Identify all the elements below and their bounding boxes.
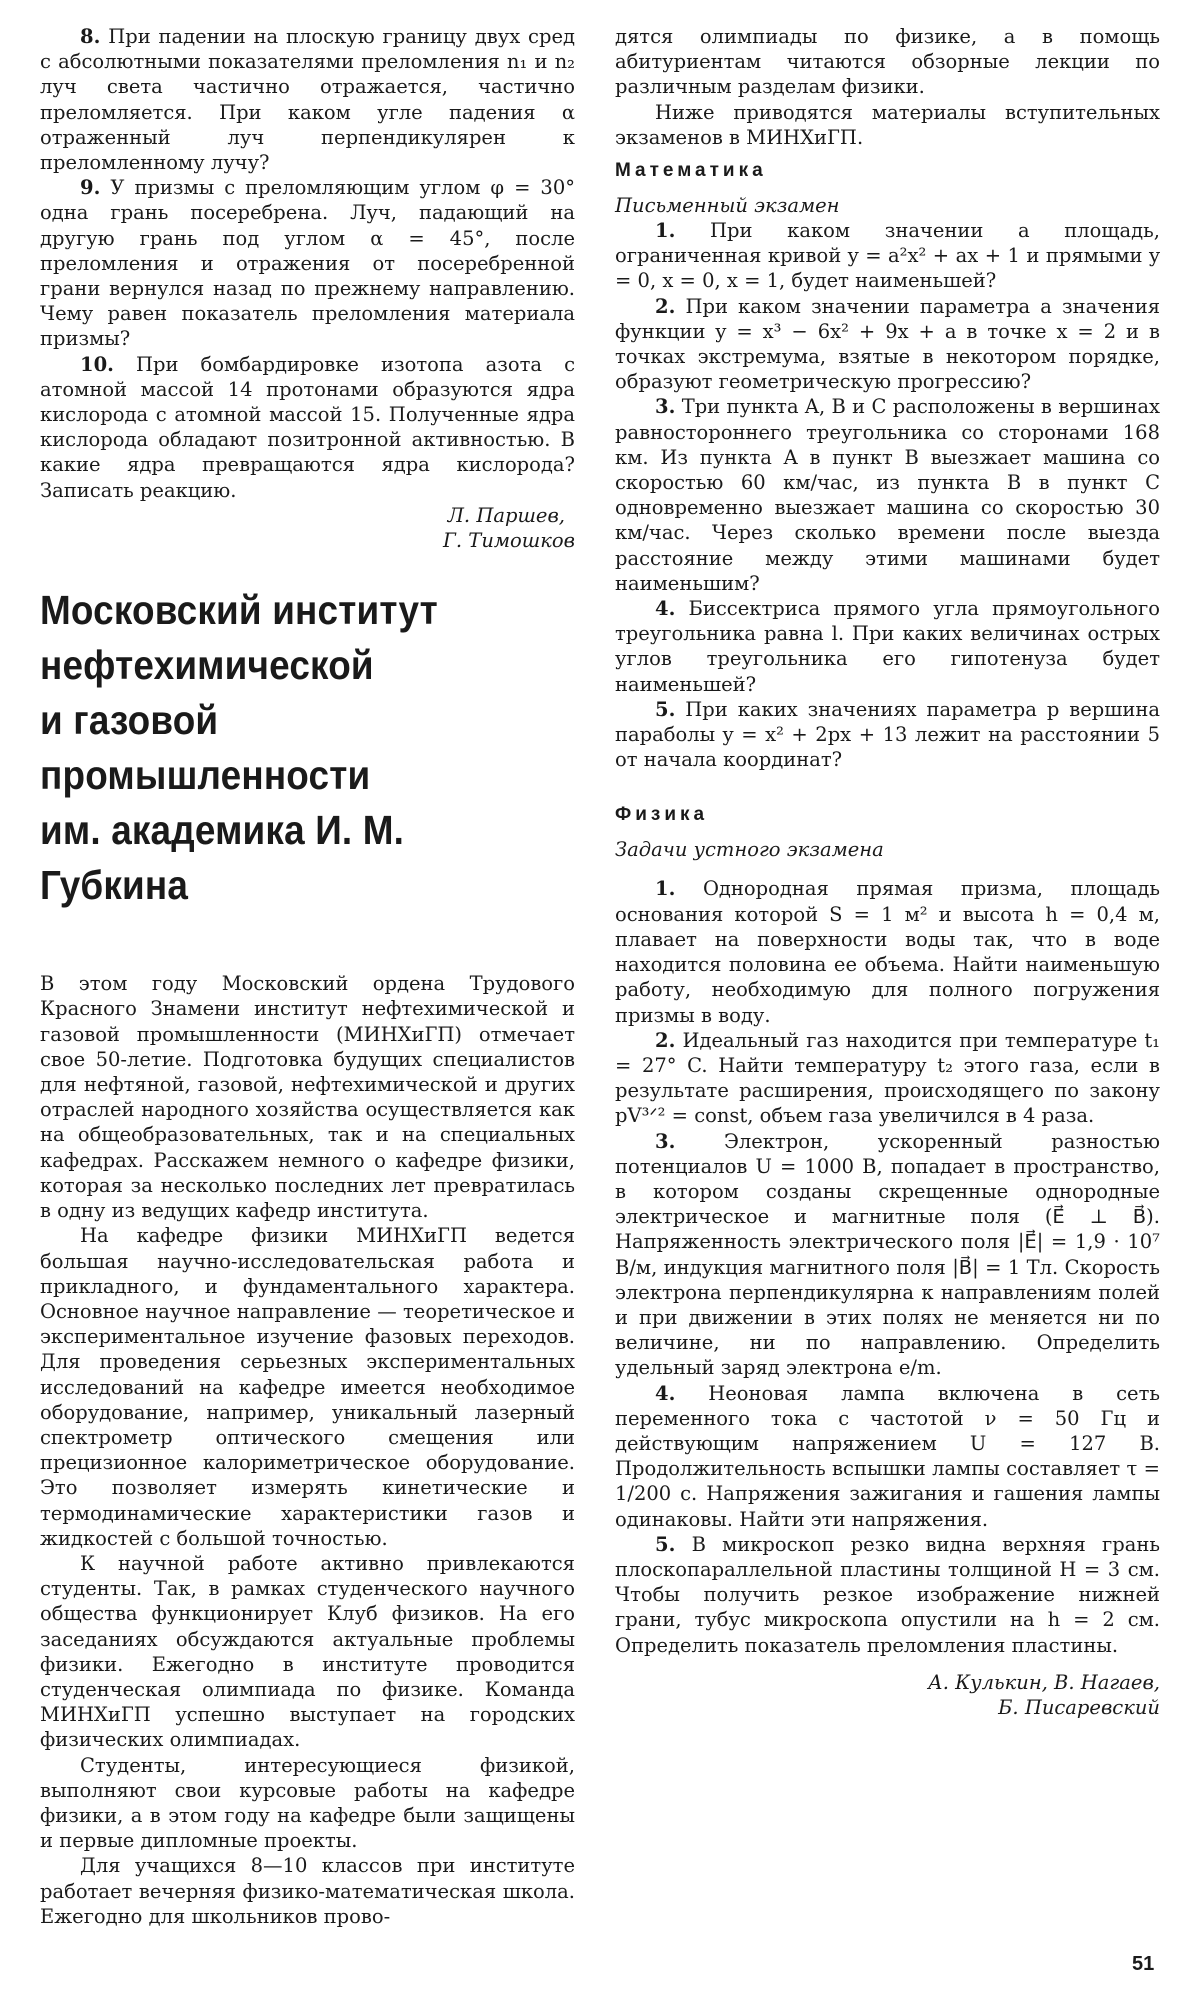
problem-9: 9. У призмы с преломляющим углом φ = 30° одна грань посеребрена. Луч, падающий на другую грань под углом α = 45°, после преломления и отражения от посеребренной грани вернулся назад по прежнему направлению. Чему равен показатель преломления материала призмы? — [40, 176, 575, 351]
intro-paragraph: Студенты, интересующиеся физикой, выполняют свои курсовые работы на кафедре физики, а в этом году на кафедре были защищены и первые дипломные проекты. — [40, 1753, 575, 1853]
author-1: Л. Паршев, — [447, 503, 565, 527]
math-subheading: Письменный экзамен — [615, 194, 840, 218]
intro-paragraph: На кафедре физики МИНХиГП ведется большая научно-исследовательская работа и прикладного, и фундаментального характера. Основное научное направление — теоретическое и экспериментальное изучение фазовых переходов. Для проведения серьезных экспериментальных исследований на кафедре имеется необходимое оборудование, например, уникальный лазерный спектрометр оптического смещения или прецизионное калориметрическое оборудование. Это позволяет измерять кинетические и термодинамические характеристики газов и жидкостей с большой точностью. — [40, 1224, 575, 1550]
math-problem: 3. Три пункта A, B и C расположены в вершинах равностороннего треугольника со сторонами 168 км. Из пункта A в пункт B выезжает машина со скоростью 60 км/час, из пункта B в пункт C одновременно выезжает машина со скоростью 30 км/час. Через сколько времени после выезда расстояние между этими машинами будет наименьшим? — [615, 395, 1160, 595]
author-line-2: Б. Писаревский — [998, 1695, 1160, 1719]
intro-text — [40, 971, 575, 1929]
math-problem: 2. При каком значении параметра a значения функции y = x³ − 6x² + 9x + a в точке x = 2 и в точках экстремума, взятые в некотором порядке, образуют геометрическую прогрессию? — [615, 294, 1160, 394]
article-title: Московский институт нефтехимической и газовой промышленности им. академика И. М. Губкина — [40, 587, 438, 909]
math-problem: 5. При каких значениях параметра p вершина параболы y = x² + 2px + 13 лежит на расстоянии 5 от начала координат? — [615, 697, 1160, 772]
continuation-text: дятся олимпиады по физике, а в помощь абитуриентам читаются обзорные лекции по различным разделам физики. — [615, 25, 1160, 99]
physics-problem: 5. В микроскоп резко видна верхняя грань плоскопараллельной пластины толщиной H = 3 см. Чтобы получить резкое изображение нижней грани, тубус микроскопа опустили на h = 2 см. Определить показатель преломления пластины. — [615, 1532, 1160, 1657]
author-2: Г. Тимошков — [443, 529, 575, 553]
math-heading: Математика — [615, 160, 767, 182]
right-column — [615, 24, 1160, 1720]
physics-problem: 3. Электрон, ускоренный разностью потенциалов U = 1000 В, попадает в пространство, в котором созданы скрещенные однородные электрическое и магнитные поля (E⃗ ⊥ B⃗). Напряженность электрического поля |E⃗| = 1,9 · 10⁷ В/м, индукция магнитного поля |B⃗| = 1 Тл. Скорость электрона перпендикулярна к направлениям полей и при движении в этих полях не меняется ни по величине, ни по направлению. Определить удельный заряд электрона e/m. — [615, 1129, 1161, 1380]
physics-problem: 4. Неоновая лампа включена в сеть переменного тока с частотой ν = 50 Гц и действующим напряжением U = 127 В. Продолжительность вспышки лампы составляет τ = 1/200 с. Напряжения зажигания и гашения лампы одинаковы. Найти эти напряжения. — [615, 1381, 1160, 1531]
physics-subheading: Задачи устного экзамена — [615, 838, 884, 862]
left-column — [40, 24, 575, 1929]
physics-problem: 1. Однородная прямая призма, площадь основания которой S = 1 м² и высота h = 0,4 м, плавает на поверхности воды так, что в воде находится половина ее объема. Найти наименьшую работу, необходимую для полного погружения призмы в воду. — [615, 877, 1161, 1027]
physics-problem: 2. Идеальный газ находится при температуре t₁ = 27° C. Найти температуру t₂ этого газа, если в результате расширения, происходящего по закону pV³ᐟ² = const, объем газа увеличился в 4 раза. — [615, 1028, 1160, 1128]
intro-paragraph: Для учащихся 8—10 классов при институте работает вечерняя физико-математическая школа. Ежегодно для школьников прово- — [40, 1854, 575, 1928]
author-line-1: А. Кулькин, В. Нагаев, — [928, 1670, 1160, 1694]
intro-paragraph: В этом году Московский ордена Трудового Красного Знамени институт нефтехимической и газовой промышленности (МИНХиГП) отмечает свое 50-летие. Подготовка будущих специалистов для нефтяной, газовой, нефтехимической и других отраслей народного хозяйства осуществляется как на общеобразовательных, так и на специальных кафедрах. Расскажем немного о кафедре физики, которая за несколько последних лет превратилась в одну из ведущих кафедр института. — [40, 972, 575, 1223]
intro-paragraph: К научной работе активно привлекаются студенты. Так, в рамках студенческого научного общества функционирует Клуб физиков. На его заседаниях обсуждаются актуальные проблемы физики. Ежегодно в институте проводится студенческая олимпиада по физике. Команда МИНХиГП успешно выступает на городских физических олимпиадах. — [40, 1551, 575, 1752]
math-problem: 4. Биссектриса прямого угла прямоугольного треугольника равна l. При каких величинах острых углов треугольника его гипотенуза будет наименьшей? — [615, 597, 1160, 696]
problem-8: 8. При падении на плоскую границу двух сред с абсолютными показателями преломления n₁ и n₂ луч света частично отражается, частично преломляется. При каком угле падения α отраженный луч перпендикулярен к преломленному лучу? — [40, 25, 575, 175]
math-problem: 1. При каком значении a площадь, ограниченная кривой y = a²x² + ax + 1 и прямыми y = 0, x = 0, x = 1, будет наименьшей? — [615, 219, 1160, 293]
lead-text: Ниже приводятся материалы вступительных экзаменов в МИНХиГП. — [615, 100, 1160, 149]
page-number: 51 — [1132, 1953, 1155, 1975]
physics-heading: Физика — [615, 804, 709, 826]
problem-10: 10. При бомбардировке изотопа азота с атомной массой 14 протонами образуются ядра кислорода с атомной массой 15. Полученные ядра кислорода обладают позитронной активностью. В какие ядра превращаются ядра кислорода? Записать реакцию. — [40, 352, 575, 502]
